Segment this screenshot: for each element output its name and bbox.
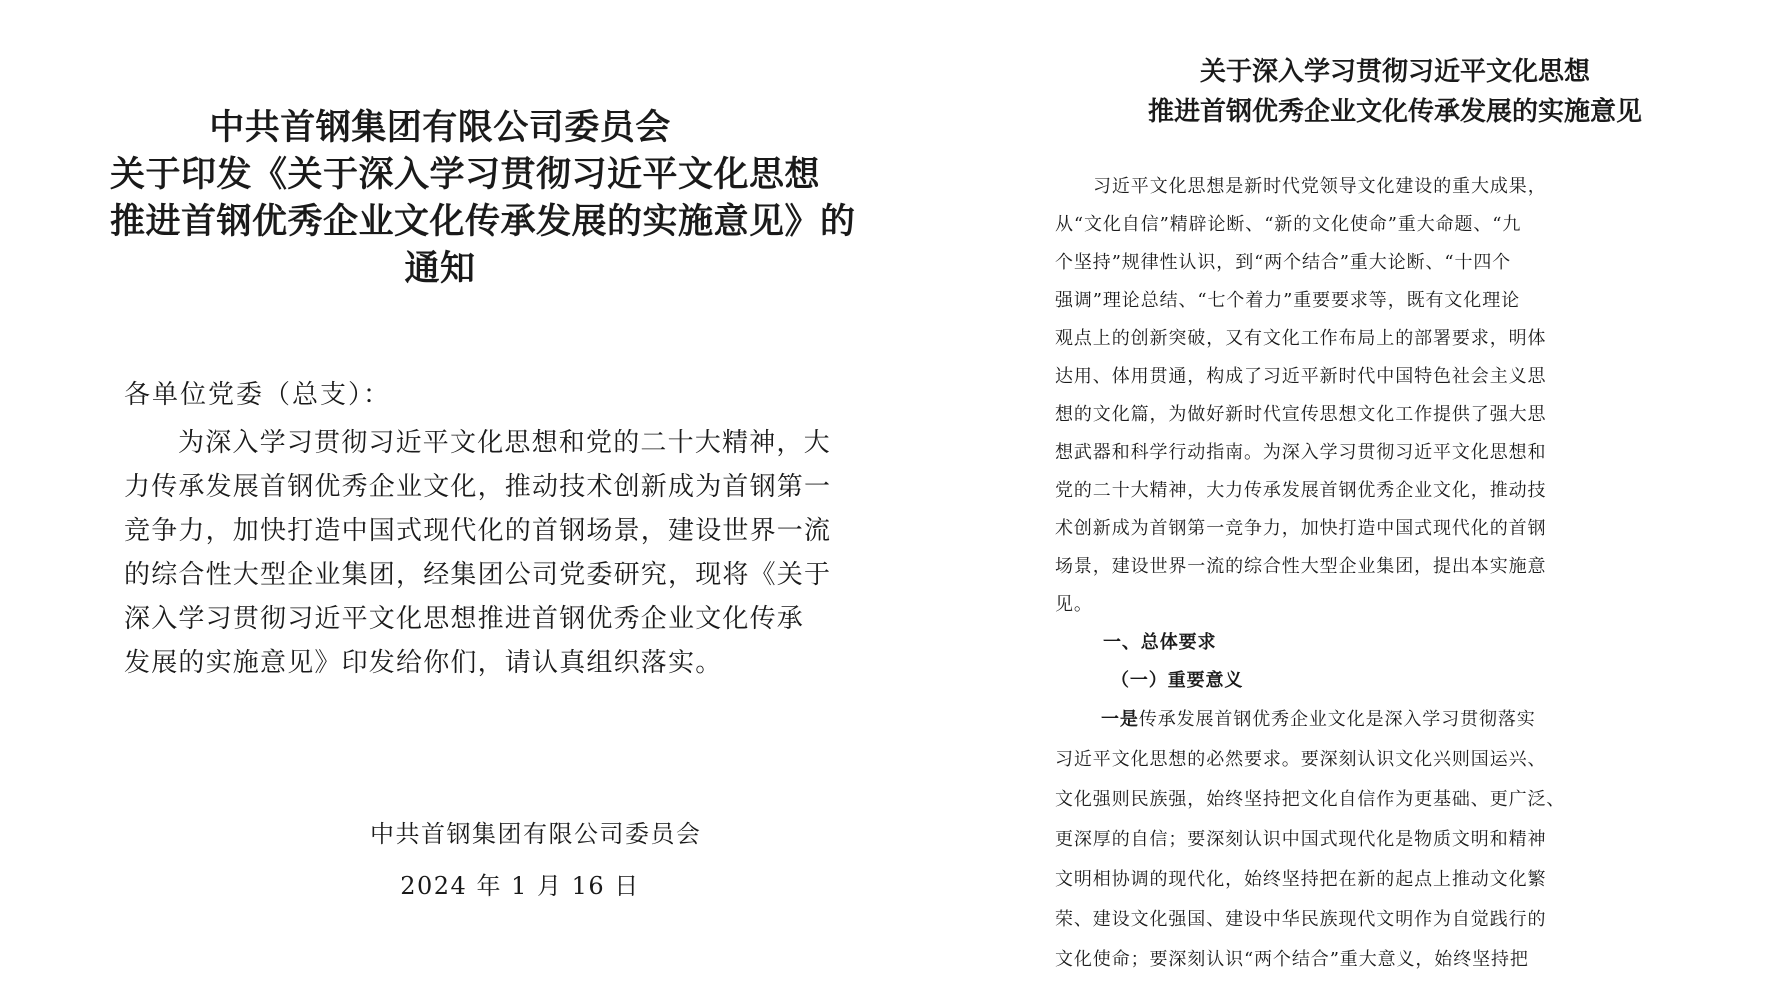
- opinion-paragraph-line: 达用、体用贯通，构成了习近平新时代中国特色社会主义思: [1055, 366, 1547, 387]
- opinion-body: [1055, 168, 1735, 980]
- opinion-title-line: 关于深入学习贯彻习近平文化思想: [1199, 57, 1590, 87]
- opinion-paragraph-line: 文化强则民族强，始终坚持把文化自信作为更基础、更广泛、: [1055, 789, 1566, 810]
- notice-greeting: 各单位党委（总支）：: [124, 380, 392, 410]
- left-page-notice: [0, 0, 880, 1004]
- opinion-paragraph-line: 个坚持”规律性认识，到“两个结合”重大论断、“十四个: [1055, 252, 1512, 273]
- notice-body-line: 力传承发展首钢优秀企业文化，推动技术创新成为首钢第一: [124, 472, 832, 502]
- section-heading: 一、总体要求: [1103, 632, 1217, 653]
- notice-title-line: 关于印发《关于深入学习贯彻习近平文化思想: [110, 155, 821, 195]
- right-page-opinion: [1040, 0, 1750, 1004]
- notice-title-line: 中共首钢集团有限公司委员会: [209, 108, 671, 148]
- notice-signature: 中共首钢集团有限公司委员会: [370, 820, 702, 848]
- notice-body: [124, 421, 864, 685]
- opinion-paragraph-line: 术创新成为首钢第一竞争力，加快打造中国式现代化的首钢: [1055, 518, 1547, 539]
- subsection-heading: （一）重要意义: [1111, 670, 1244, 691]
- point-marker: 一是: [1101, 709, 1139, 730]
- opinion-paragraph-line: 文明相协调的现代化，始终坚持把在新的起点上推动文化繁: [1055, 869, 1547, 890]
- notice-title-line: 推进首钢优秀企业文化传承发展的实施意见》的: [110, 202, 856, 242]
- opinion-paragraph-line: [1055, 700, 1735, 740]
- notice-body-line: 的综合性大型企业集团，经集团公司党委研究，现将《关于: [124, 560, 832, 590]
- opinion-paragraph-line: 党的二十大精神，大力传承发展首钢优秀企业文化，推动技: [1055, 480, 1547, 501]
- opinion-paragraph-line: 更深厚的自信；要深刻认识中国式现代化是物质文明和精神: [1055, 829, 1547, 850]
- point-text: 传承发展首钢优秀企业文化是深入学习贯彻落实: [1138, 709, 1536, 730]
- notice-signature-block: [370, 808, 702, 912]
- opinion-paragraph-line: 习近平文化思想是新时代党领导文化建设的重大成果，: [1093, 176, 1547, 197]
- opinion-paragraph-line: 文化使命；要深刻认识“两个结合”重大意义，始终坚持把: [1055, 949, 1529, 970]
- notice-body-line: 竞争力，加快打造中国式现代化的首钢场景，建设世界一流: [124, 516, 832, 546]
- opinion-paragraph-line: 场景，建设世界一流的综合性大型企业集团，提出本实施意: [1055, 556, 1547, 577]
- opinion-paragraph-line: 见。: [1055, 594, 1093, 615]
- notice-title: [110, 105, 856, 293]
- opinion-paragraph-line: 习近平文化思想的必然要求。要深刻认识文化兴则国运兴、: [1055, 749, 1547, 770]
- opinion-title: [1040, 52, 1750, 132]
- notice-date: 2024 年 1 月 16 日: [400, 872, 640, 900]
- opinion-paragraph-line: 荣、建设文化强国、建设中华民族现代文明作为自觉践行的: [1055, 909, 1547, 930]
- notice-body-line: 为深入学习贯彻习近平文化思想和党的二十大精神，大: [178, 428, 831, 458]
- notice-title-line: 通知: [404, 249, 476, 289]
- opinion-paragraph-line: 想武器和科学行动指南。为深入学习贯彻习近平文化思想和: [1055, 442, 1547, 463]
- notice-body-line: 深入学习贯彻习近平文化思想推进首钢优秀企业文化传承: [124, 604, 805, 634]
- notice-body-line: 发展的实施意见》印发给你们，请认真组织落实。: [124, 648, 723, 678]
- opinion-paragraph-line: 强调”理论总结、“七个着力”重要要求等，既有文化理论: [1055, 290, 1521, 311]
- opinion-paragraph-line: 想的文化篇，为做好新时代宣传思想文化工作提供了强大思: [1055, 404, 1547, 425]
- opinion-paragraph-line: 观点上的创新突破，又有文化工作布局上的部署要求，明体: [1055, 328, 1547, 349]
- opinion-paragraph-line: 从“文化自信”精辟论断、“新的文化使命”重大命题、“九: [1055, 214, 1522, 235]
- opinion-title-line: 推进首钢优秀企业文化传承发展的实施意见: [1147, 97, 1642, 127]
